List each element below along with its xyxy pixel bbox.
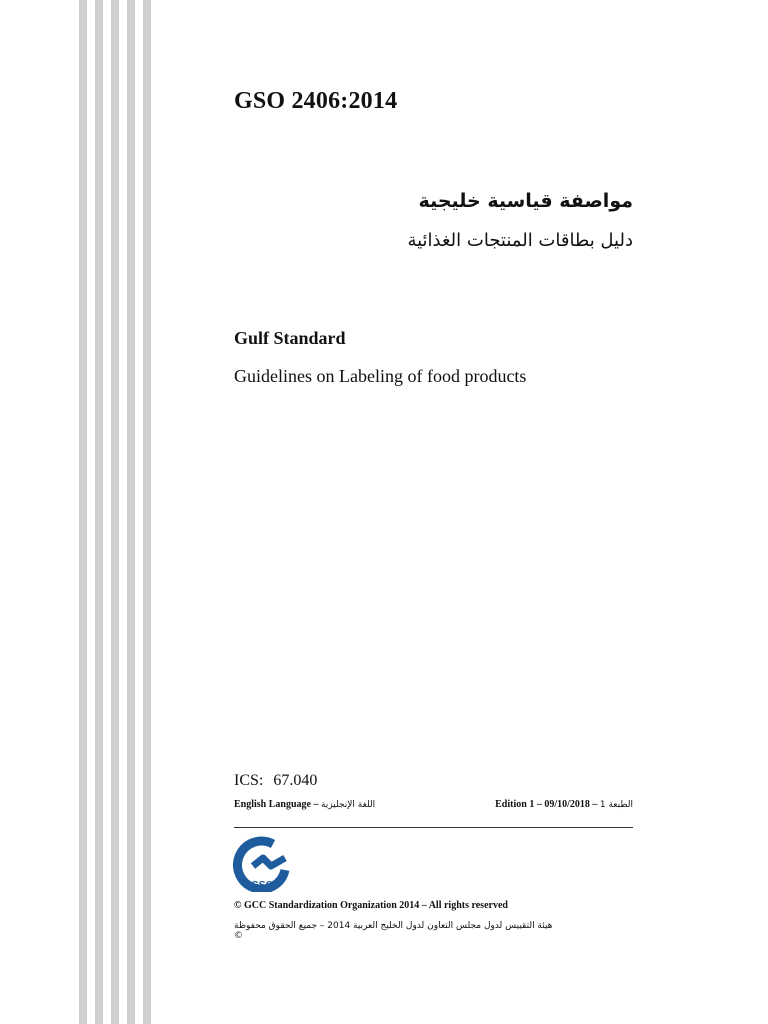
edition-ar: الطبعة 1 (599, 800, 633, 810)
english-title: Guidelines on Labeling of food products (234, 366, 527, 386)
copyright-ar: هيئة التقييس لدول مجلس التعاون لدول الخليج العربية 2014 – جميع الحقوق محفوظة © (234, 921, 553, 941)
language-en: English Language – (234, 799, 319, 810)
arabic-title: مواصفة قياسية خليجية (418, 190, 633, 212)
decorative-stripe (79, 0, 87, 1024)
ics-label: ICS: (234, 772, 264, 789)
decorative-stripe (111, 0, 119, 1024)
document-code: GSO 2406:2014 (234, 88, 398, 114)
arabic-subtitle: دليل بطاقات المنتجات الغذائية (407, 230, 633, 251)
standard-type: Gulf Standard (234, 328, 346, 348)
decorative-stripe (143, 0, 151, 1024)
gso-logo-icon (233, 836, 291, 892)
decorative-stripe (95, 0, 103, 1024)
language-ar: اللغة الإنجليزية (320, 800, 376, 810)
divider (234, 827, 633, 828)
decorative-stripe (127, 0, 135, 1024)
copyright-en: © GCC Standardization Organization 2014 – All rights reserved (234, 900, 508, 911)
edition-en: Edition 1 – 09/10/2018 – (495, 799, 598, 810)
logo-text: GSO (251, 880, 274, 891)
language-line (234, 799, 375, 810)
edition-line (495, 799, 633, 810)
ics-line (234, 772, 317, 790)
gso-logo (233, 836, 291, 892)
ics-value: 67.040 (273, 772, 318, 789)
